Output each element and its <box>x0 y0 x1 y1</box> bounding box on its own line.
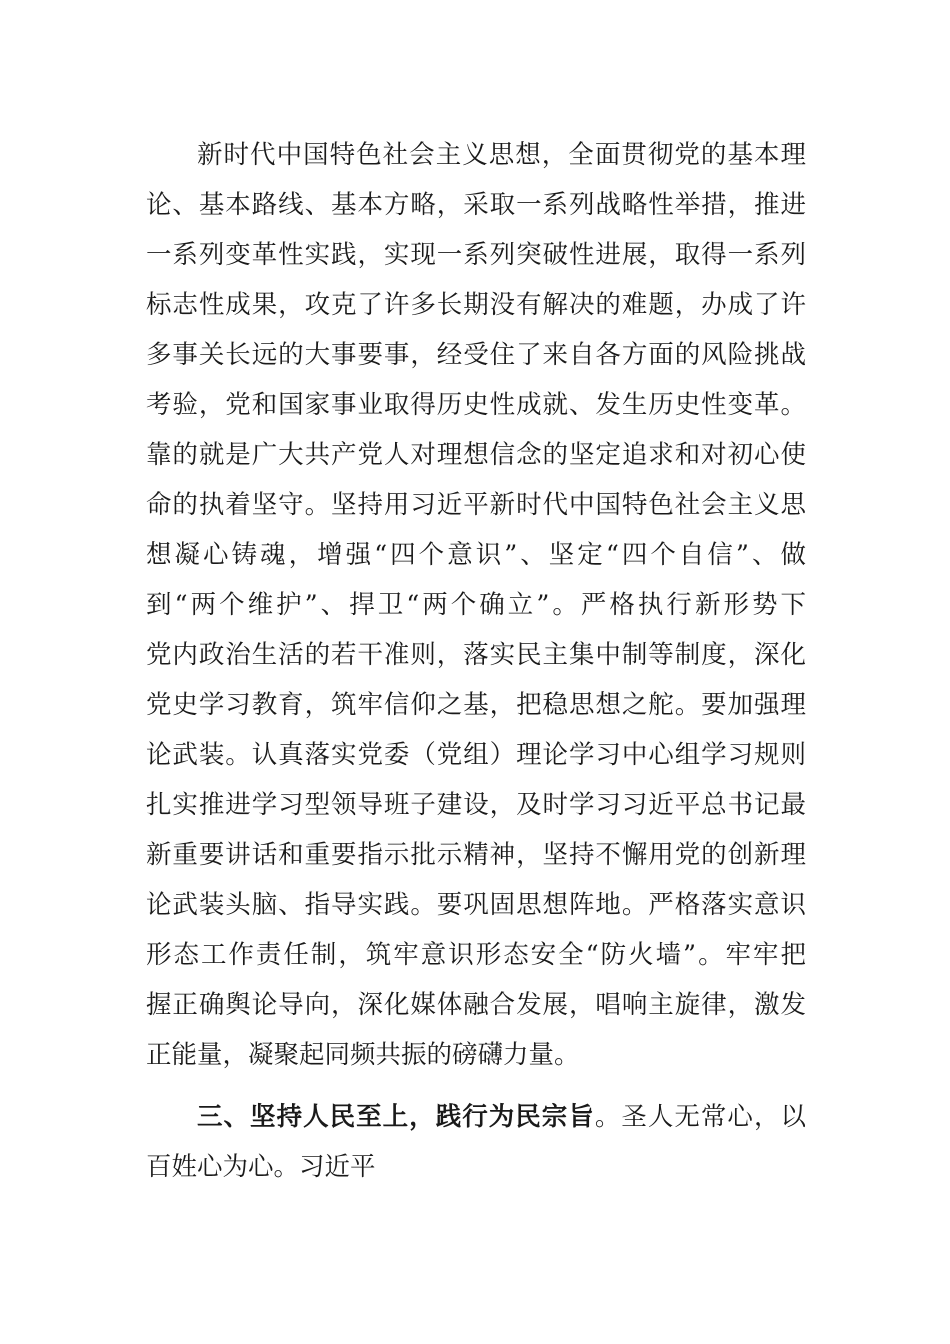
paragraph-line: 党内政治生活的若干准则，落实民主集中制等制度，深化 <box>146 640 806 670</box>
paragraph-line: 命的执着坚守。坚持用习近平新时代中国特色社会主义思 <box>146 490 806 520</box>
paragraph-line: 形态工作责任制，筑牢意识形态安全“防火墙”。牢牢把 <box>146 940 806 970</box>
paragraph-line: 考验，党和国家事业取得历史性成就、发生历史性变革。 <box>146 390 806 420</box>
paragraph-line: 新重要讲话和重要指示批示精神，坚持不懈用党的创新理 <box>146 840 806 870</box>
paragraph-line: 论、基本路线、基本方略，采取一系列战略性举措，推进 <box>146 190 806 220</box>
paragraph-line: 正能量，凝聚起同频共振的磅礴力量。 <box>146 1040 580 1070</box>
section-heading-line <box>197 1092 806 1142</box>
section-heading-continuation: 。圣人无常心，以 <box>594 1102 806 1132</box>
paragraph-line: 到“两个维护”、捍卫“两个确立”。严格执行新形势下 <box>146 590 806 620</box>
paragraph-line: 论武装。认真落实党委（党组）理论学习中心组学习规则 <box>146 740 806 770</box>
paragraph-line: 百姓心为心。习近平 <box>146 1152 376 1182</box>
section-heading: 三、坚持人民至上，践行为民宗旨 <box>197 1102 595 1132</box>
paragraph-line: 标志性成果，攻克了许多长期没有解决的难题，办成了许 <box>146 290 806 320</box>
paragraph-line: 党史学习教育，筑牢信仰之基，把稳思想之舵。要加强理 <box>146 690 806 720</box>
paragraph-line: 扎实推进学习型领导班子建设，及时学习习近平总书记最 <box>146 790 806 820</box>
paragraph-line: 新时代中国特色社会主义思想，全面贯彻党的基本理 <box>197 140 806 170</box>
paragraph-line: 多事关长远的大事要事，经受住了来自各方面的风险挑战 <box>146 340 806 370</box>
paragraph-line: 握正确舆论导向，深化媒体融合发展，唱响主旋律，激发 <box>146 990 806 1020</box>
paragraph-line: 一系列变革性实践，实现一系列突破性进展，取得一系列 <box>146 240 806 270</box>
paragraph-line: 靠的就是广大共产党人对理想信念的坚定追求和对初心使 <box>146 440 806 470</box>
paragraph-line: 论武装头脑、指导实践。要巩固思想阵地。严格落实意识 <box>146 890 806 920</box>
paragraph-line: 想凝心铸魂，增强“四个意识”、坚定“四个自信”、做 <box>146 540 806 570</box>
